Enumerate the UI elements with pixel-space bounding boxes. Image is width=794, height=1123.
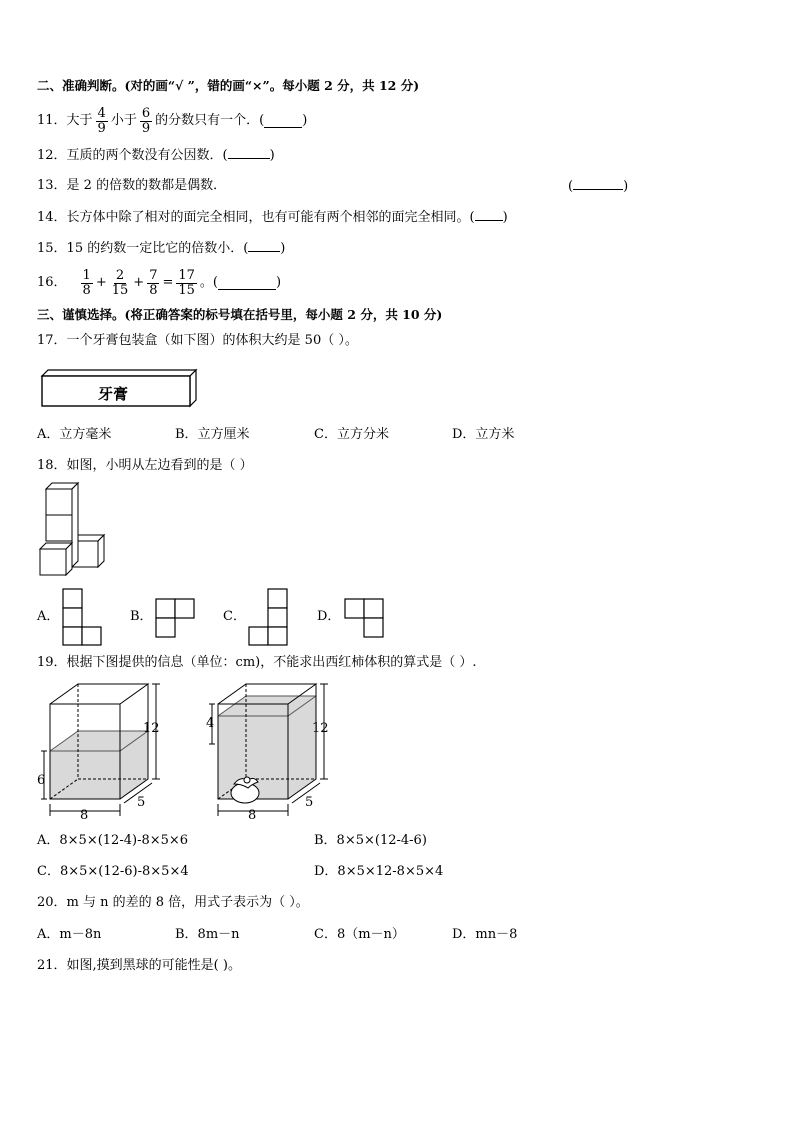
q11-answer-blank[interactable]: [264, 115, 302, 128]
q11-f1-denominator: 9: [97, 120, 106, 136]
fig1-water-label: 6: [37, 773, 46, 788]
container-figure-1: [30, 676, 170, 826]
q16-fraction-3: [147, 269, 159, 298]
question-14: [37, 208, 508, 227]
q12-text: 12．互质的两个数没有公因数．(: [37, 148, 228, 163]
q18-option-b[interactable]: B．: [130, 609, 153, 624]
q16-answer-blank[interactable]: [218, 277, 276, 290]
question-19: 19．根据下图提供的信息（单位：cm)，不能求出西红柿体积的算式是（ ）.: [37, 655, 477, 670]
q11-suffix: 的分数只有一个．(: [155, 113, 265, 128]
q11-fraction-1: [96, 107, 108, 136]
q11-prefix: 11．大于: [37, 113, 93, 128]
question-12: [37, 146, 275, 165]
q16-close-paren: ): [276, 275, 282, 290]
cube-stack-figure: [38, 486, 110, 582]
question-11: [37, 106, 307, 136]
q15-answer-blank[interactable]: [248, 239, 280, 252]
section3-heading: 三、谨慎选择。(将正确答案的标号填在括号里，每小题 2 分，共 10 分): [37, 307, 443, 322]
fig2-depth-label: 5: [305, 795, 314, 810]
q19-option-a[interactable]: A．8×5×(12-4)-8×5×6: [37, 833, 189, 848]
q15-close-paren: ): [280, 241, 286, 256]
q11-f2-numerator: 6: [141, 105, 151, 121]
q16-f1-denominator: 8: [82, 282, 91, 298]
question-18: 18．如图，小明从左边看到的是（ ）: [37, 458, 253, 473]
fig2-gap-label: 4: [206, 716, 215, 731]
q14-close-paren: ): [502, 210, 508, 225]
section2-heading: 二、准确判断。(对的画“√ ”，错的画“×”。每小题 2 分，共 12 分): [37, 78, 420, 93]
q18-option-d-shape: [344, 598, 386, 640]
question-15: [37, 239, 285, 258]
fig1-height-label: 12: [143, 721, 160, 736]
q16-f3-denominator: 8: [149, 282, 158, 298]
question-16: [37, 266, 281, 300]
fig1-width-label: 8: [80, 808, 89, 823]
q19-option-d[interactable]: D．8×5×12-8×5×4: [314, 864, 444, 879]
q16-f1-numerator: 1: [82, 267, 91, 283]
q17-option-a[interactable]: A．立方毫米: [37, 427, 112, 442]
q18-option-a-shape: [62, 588, 104, 646]
q12-answer-blank[interactable]: [228, 146, 270, 159]
q16-fraction-4: [176, 269, 197, 298]
question-17: 17．一个牙膏包装盒（如下图）的体积大约是 50（ ）。: [37, 333, 358, 348]
q18-option-b-shape: [155, 598, 197, 640]
q19-option-c[interactable]: C．8×5×(12-6)-8×5×4: [37, 864, 189, 879]
q16-suffix: 。(: [199, 275, 218, 290]
container-figure-2: [198, 676, 338, 826]
toothpaste-box-label: 牙膏: [98, 385, 129, 403]
q18-option-c-shape: [248, 588, 290, 646]
q16-plus-2: +: [133, 275, 145, 290]
q17-option-b[interactable]: B．立方厘米: [175, 427, 250, 442]
q16-equals: =: [162, 275, 174, 290]
q11-f1-numerator: 4: [97, 105, 106, 121]
q16-prefix: 16．: [37, 275, 67, 290]
fig2-width-label: 8: [248, 808, 257, 823]
q20-option-b[interactable]: B．8m－n: [175, 927, 240, 942]
fig1-depth-label: 5: [137, 795, 146, 810]
q16-f4-numerator: 17: [178, 267, 195, 283]
q16-plus-1: +: [95, 275, 107, 290]
q17-option-c[interactable]: C．立方分米: [314, 427, 389, 442]
q18-option-a[interactable]: A．: [37, 609, 60, 624]
q16-f3-numerator: 7: [149, 267, 158, 283]
q13-open-paren: (: [568, 179, 574, 194]
q16-f2-denominator: 15: [111, 282, 129, 298]
q17-option-d[interactable]: D．立方米: [452, 427, 515, 442]
q20-option-c[interactable]: C．8（m－n）: [314, 927, 405, 942]
q15-text: 15．15 的约数一定比它的倍数小．(: [37, 241, 249, 256]
q20-option-a[interactable]: A．m－8n: [37, 927, 102, 942]
q19-option-b[interactable]: B．8×5×(12-4-6): [314, 833, 427, 848]
question-20: 20．m 与 n 的差的 8 倍，用式子表示为（ ）。: [37, 895, 309, 910]
q11-close-paren: ): [302, 113, 308, 128]
q14-answer-blank[interactable]: [475, 208, 503, 221]
q11-f2-denominator: 9: [141, 120, 151, 136]
fig2-height-label: 12: [312, 721, 329, 736]
q12-close-paren: ): [269, 148, 275, 163]
q18-option-d[interactable]: D．: [317, 609, 341, 624]
q16-f2-numerator: 2: [115, 267, 125, 283]
q18-option-c[interactable]: C．: [223, 609, 246, 624]
q16-fraction-2: [110, 269, 131, 298]
q16-fraction-1: [81, 269, 93, 298]
q20-option-d[interactable]: D．mn－8: [452, 927, 518, 942]
q13-answer: [568, 177, 628, 196]
q13-answer-blank[interactable]: [573, 177, 623, 190]
q11-mid: 小于: [110, 113, 137, 128]
q14-text: 14．长方体中除了相对的面完全相同，也有可能有两个相邻的面完全相同。(: [37, 210, 475, 225]
question-13: 13．是 2 的倍数的数都是偶数．: [37, 178, 227, 193]
q11-fraction-2: [140, 107, 152, 136]
q16-f4-denominator: 15: [178, 282, 195, 298]
q13-close-paren: ): [623, 179, 629, 194]
question-21: 21．如图,摸到黑球的可能性是( )。: [37, 958, 241, 973]
